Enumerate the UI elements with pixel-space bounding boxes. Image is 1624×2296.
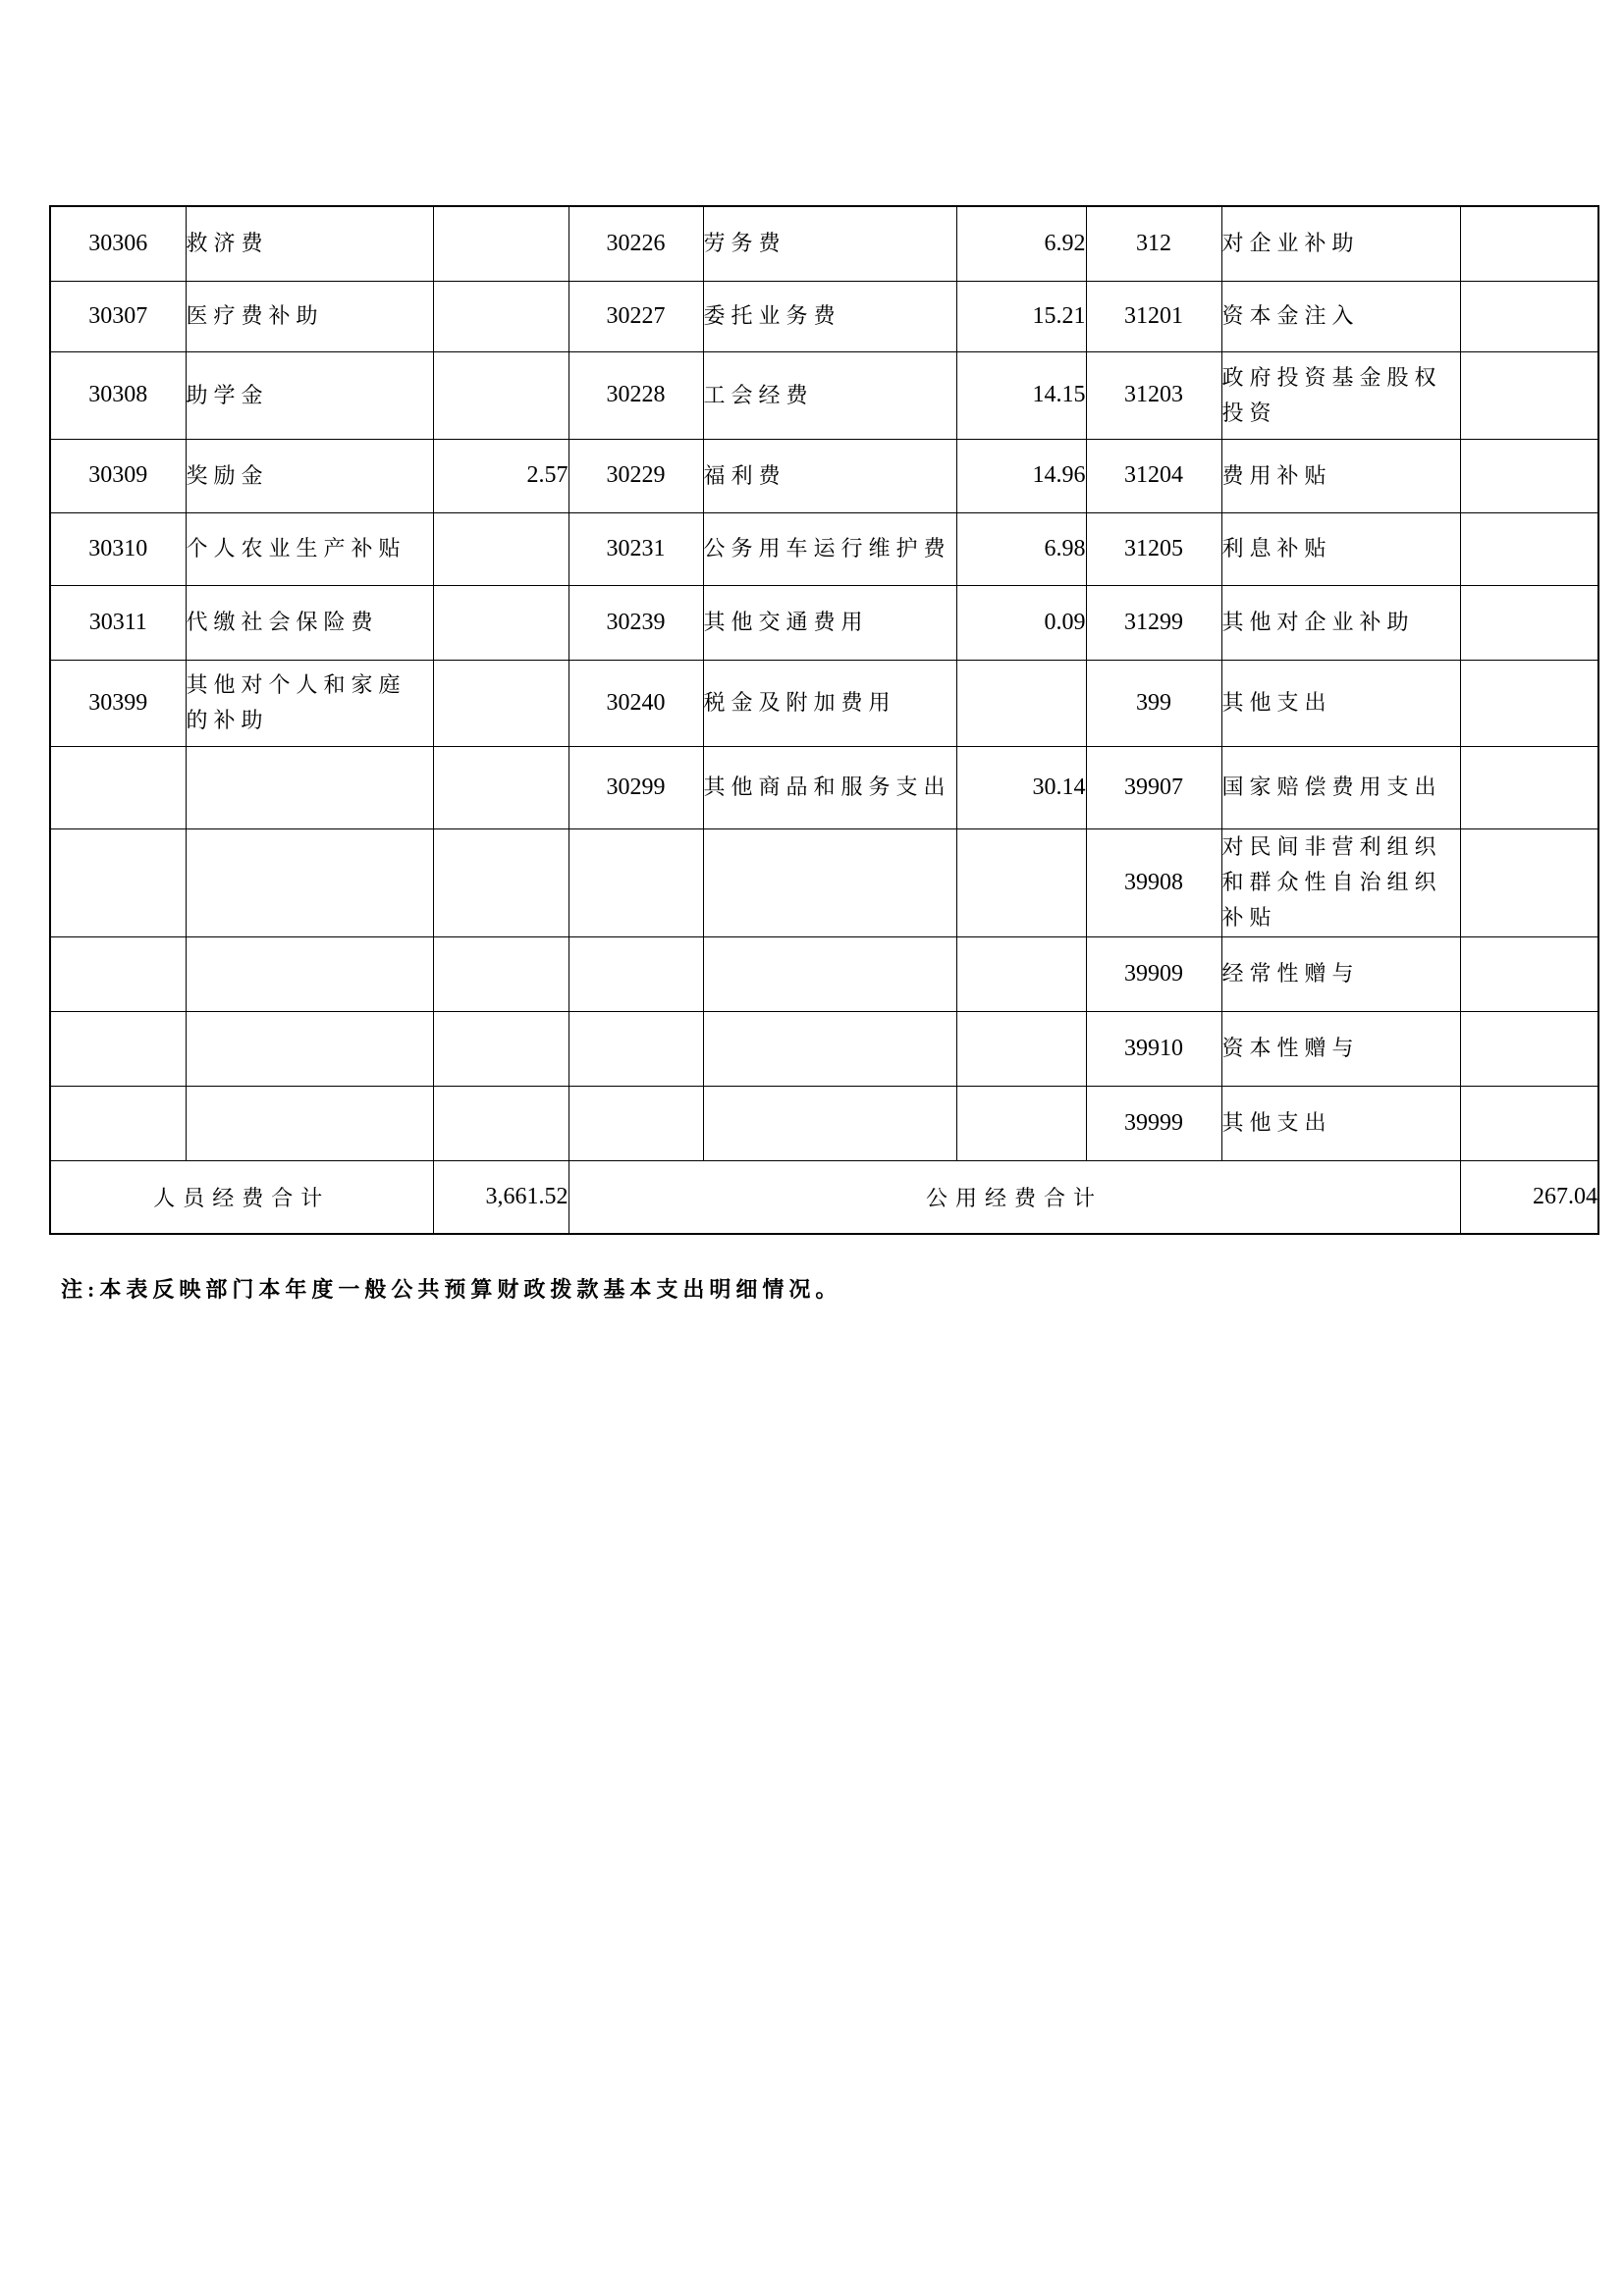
cell-n1: 个人农业生产补贴 — [186, 512, 433, 585]
cell-v1: 2.57 — [433, 439, 568, 512]
cell-n2: 福利费 — [703, 439, 956, 512]
cell-v3 — [1460, 585, 1598, 660]
personnel-total-label: 人员经费合计 — [50, 1160, 433, 1234]
cell-v2: 0.09 — [956, 585, 1086, 660]
cell-n1: 救济费 — [186, 206, 433, 281]
cell-c1: 30399 — [50, 660, 186, 746]
cell-n1: 助学金 — [186, 351, 433, 439]
cell-c2: 30229 — [568, 439, 703, 512]
table-row — [50, 439, 1598, 512]
cell-n2: 其他交通费用 — [703, 585, 956, 660]
note: 注:本表反映部门本年度一般公共预算财政拨款基本支出明细情况。 — [61, 1277, 842, 1302]
totals-row — [50, 1160, 1598, 1234]
cell-v1 — [433, 936, 568, 1011]
cell-n3: 其他支出 — [1221, 1086, 1460, 1160]
cell-n1 — [186, 1086, 433, 1160]
cell-n2 — [703, 828, 956, 936]
cell-v2: 14.96 — [956, 439, 1086, 512]
cell-v1 — [433, 206, 568, 281]
cell-c3: 31204 — [1086, 439, 1221, 512]
table-row — [50, 936, 1598, 1011]
cell-v3 — [1460, 746, 1598, 828]
cell-v1 — [433, 585, 568, 660]
table-row — [50, 351, 1598, 439]
cell-v2: 30.14 — [956, 746, 1086, 828]
cell-v2 — [956, 660, 1086, 746]
cell-v3 — [1460, 439, 1598, 512]
public-total-value: 267.04 — [1460, 1160, 1598, 1234]
cell-n2: 劳务费 — [703, 206, 956, 281]
cell-c2: 30226 — [568, 206, 703, 281]
cell-c1: 30308 — [50, 351, 186, 439]
cell-v2 — [956, 1011, 1086, 1086]
cell-c1: 30310 — [50, 512, 186, 585]
cell-v3 — [1460, 281, 1598, 351]
cell-c3: 39908 — [1086, 828, 1221, 936]
cell-c3: 399 — [1086, 660, 1221, 746]
table-row — [50, 660, 1598, 746]
cell-c3: 31299 — [1086, 585, 1221, 660]
cell-v2: 15.21 — [956, 281, 1086, 351]
cell-v2: 6.98 — [956, 512, 1086, 585]
cell-v2 — [956, 936, 1086, 1011]
cell-v1 — [433, 828, 568, 936]
cell-n1 — [186, 746, 433, 828]
cell-c3: 31205 — [1086, 512, 1221, 585]
table-row — [50, 281, 1598, 351]
cell-c3: 312 — [1086, 206, 1221, 281]
cell-c2 — [568, 936, 703, 1011]
cell-n2: 其他商品和服务支出 — [703, 746, 956, 828]
table-row — [50, 828, 1598, 936]
cell-n1 — [186, 936, 433, 1011]
budget-detail-table — [49, 205, 1599, 1235]
cell-v1 — [433, 351, 568, 439]
cell-c1: 30311 — [50, 585, 186, 660]
cell-c1 — [50, 746, 186, 828]
cell-n3: 利息补贴 — [1221, 512, 1460, 585]
cell-v1 — [433, 746, 568, 828]
table-row — [50, 206, 1598, 281]
cell-c1 — [50, 1011, 186, 1086]
cell-n2: 税金及附加费用 — [703, 660, 956, 746]
cell-n3: 对民间非营利组织和群众性自治组织补贴 — [1221, 828, 1460, 936]
cell-n3: 费用补贴 — [1221, 439, 1460, 512]
cell-c3: 31201 — [1086, 281, 1221, 351]
cell-n3: 资本性赠与 — [1221, 1011, 1460, 1086]
cell-n3: 其他对企业补助 — [1221, 585, 1460, 660]
table-row — [50, 1086, 1598, 1160]
cell-n2: 工会经费 — [703, 351, 956, 439]
table-footer — [50, 1160, 1598, 1234]
cell-n2: 委托业务费 — [703, 281, 956, 351]
personnel-total-value: 3,661.52 — [433, 1160, 568, 1234]
cell-v3 — [1460, 828, 1598, 936]
cell-c1 — [50, 1086, 186, 1160]
cell-c2: 30239 — [568, 585, 703, 660]
cell-n1: 代缴社会保险费 — [186, 585, 433, 660]
cell-c2: 30227 — [568, 281, 703, 351]
cell-v1 — [433, 281, 568, 351]
cell-n3: 资本金注入 — [1221, 281, 1460, 351]
cell-c3: 39910 — [1086, 1011, 1221, 1086]
table-row — [50, 512, 1598, 585]
cell-v1 — [433, 1086, 568, 1160]
cell-n2 — [703, 1086, 956, 1160]
cell-c3: 31203 — [1086, 351, 1221, 439]
table-row — [50, 1011, 1598, 1086]
cell-n3: 国家赔偿费用支出 — [1221, 746, 1460, 828]
cell-v2 — [956, 828, 1086, 936]
cell-c2 — [568, 1086, 703, 1160]
table-row — [50, 585, 1598, 660]
cell-n3: 经常性赠与 — [1221, 936, 1460, 1011]
cell-n3: 其他支出 — [1221, 660, 1460, 746]
cell-c1 — [50, 936, 186, 1011]
cell-n2 — [703, 936, 956, 1011]
cell-n2 — [703, 1011, 956, 1086]
cell-c3: 39907 — [1086, 746, 1221, 828]
cell-c2 — [568, 828, 703, 936]
cell-v2: 6.92 — [956, 206, 1086, 281]
cell-n1 — [186, 1011, 433, 1086]
cell-v1 — [433, 512, 568, 585]
cell-c2: 30240 — [568, 660, 703, 746]
cell-c1: 30309 — [50, 439, 186, 512]
cell-v3 — [1460, 512, 1598, 585]
cell-v1 — [433, 660, 568, 746]
table-row — [50, 746, 1598, 828]
cell-v3 — [1460, 1011, 1598, 1086]
cell-n1 — [186, 828, 433, 936]
cell-v1 — [433, 1011, 568, 1086]
cell-c1: 30307 — [50, 281, 186, 351]
cell-n3: 对企业补助 — [1221, 206, 1460, 281]
cell-c2: 30299 — [568, 746, 703, 828]
public-total-label: 公用经费合计 — [568, 1160, 1460, 1234]
cell-c1 — [50, 828, 186, 936]
table-body — [50, 206, 1598, 1160]
cell-c1: 30306 — [50, 206, 186, 281]
cell-v3 — [1460, 936, 1598, 1011]
cell-c3: 39909 — [1086, 936, 1221, 1011]
cell-v3 — [1460, 660, 1598, 746]
cell-n1: 医疗费补助 — [186, 281, 433, 351]
cell-v2: 14.15 — [956, 351, 1086, 439]
cell-c2: 30228 — [568, 351, 703, 439]
cell-c2: 30231 — [568, 512, 703, 585]
cell-n3: 政府投资基金股权投资 — [1221, 351, 1460, 439]
cell-n1: 奖励金 — [186, 439, 433, 512]
cell-n1: 其他对个人和家庭的补助 — [186, 660, 433, 746]
cell-n2: 公务用车运行维护费 — [703, 512, 956, 585]
cell-c2 — [568, 1011, 703, 1086]
cell-v2 — [956, 1086, 1086, 1160]
cell-v3 — [1460, 1086, 1598, 1160]
cell-c3: 39999 — [1086, 1086, 1221, 1160]
cell-v3 — [1460, 351, 1598, 439]
cell-v3 — [1460, 206, 1598, 281]
